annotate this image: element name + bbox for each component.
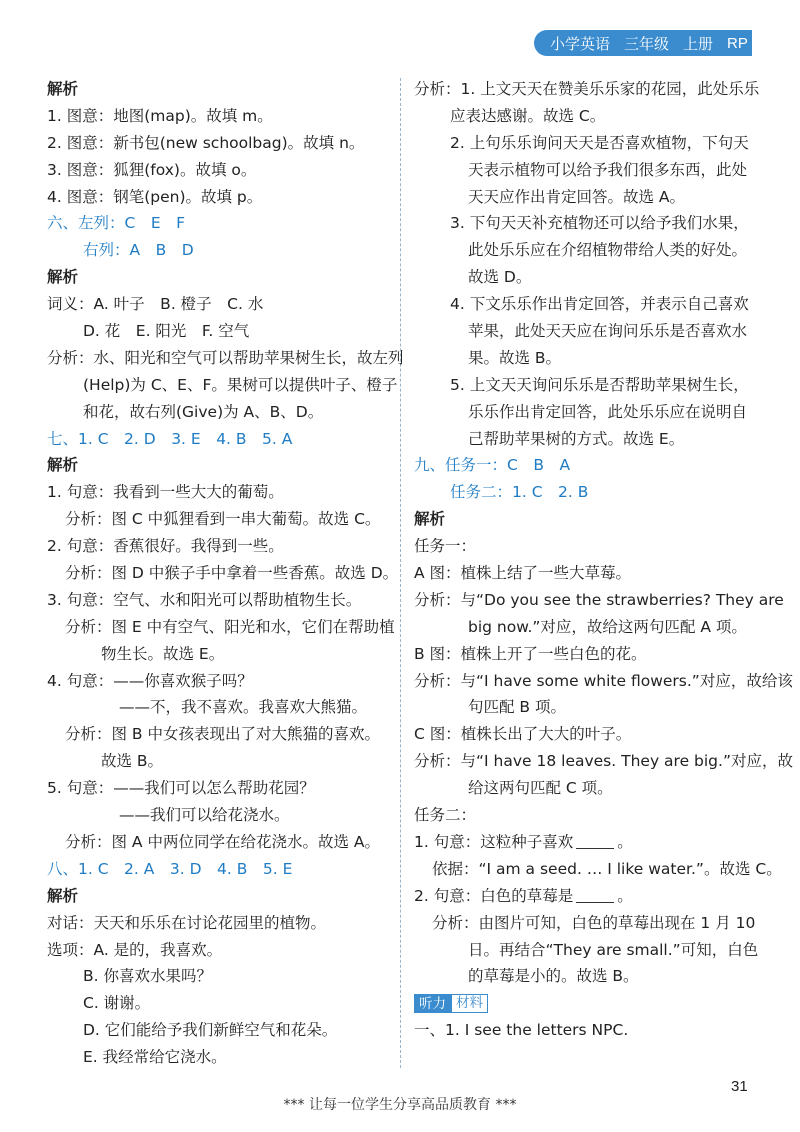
header-edition: RP [727,34,748,52]
answer-line: 六、左列：C E F [47,214,186,233]
text-line: 2. 上句乐乐询问天天是否喜欢植物，下句天 [450,133,749,152]
question-text: 1. 句意：这粒种子喜欢 [414,832,574,851]
text-line: 给这两句匹配 C 项。 [468,779,613,798]
text-line: 3. 句意：空气、水和阳光可以帮助植物生长。 [47,590,362,609]
text-line: 1. 句意：我看到一些大大的葡萄。 [47,483,284,502]
header-subject: 小学英语 [550,34,611,53]
text-line: 果。故选 B。 [468,348,562,367]
question-text: 2. 句意：白色的草莓是 [414,886,574,905]
text-line: 分析：图 D 中猴子手中拿着一些香蕉。故选 D。 [65,564,399,583]
left-column [47,76,404,1071]
text-line: 分析：1. 上文天天在赞美乐乐家的花园，此处乐乐 [414,80,760,98]
text-line: 词义：A. 叶子 B. 橙子 C. 水 [47,295,264,314]
header-volume: 上册 [683,34,714,53]
text-line: 1. 图意：地图(map)。故填 m。 [47,106,273,125]
text-line: 任务二： [414,806,477,825]
text-line: C 图：植株长出了大大的叶子。 [414,725,632,744]
question-end: 。 [617,832,633,851]
text-line: D. 它们能给予我们新鲜空气和花朵。 [83,1021,338,1040]
text-line: 对话：天天和乐乐在讨论花园里的植物。 [47,913,327,932]
section-heading: 解析 [47,456,79,475]
text-line: 3. 图意：狐狸(fox)。故填 o。 [47,160,257,179]
text-line: 5. 上文天天询问乐乐是否帮助苹果树生长， [450,375,749,394]
text-line: 4. 句意：——你喜欢猴子吗？ [47,671,253,690]
text-line: 2. 句意：香蕉很好。我得到一些。 [47,537,284,556]
tag-listening: 听力 [414,994,451,1013]
text-line: B 图：植株上开了一些白色的花。 [414,644,647,663]
text-line: 依据：“I am a seed. … I like water.”。故选 C。 [432,859,782,878]
text-line: C. 谢谢。 [83,994,151,1013]
text-line: 一、1. I see the letters NPC. [414,1021,629,1040]
text-line: 和花，故右列(Give)为 A、B、D。 [83,402,324,421]
text-line: 物生长。故选 E。 [101,644,225,663]
header-grade: 三年级 [624,34,670,53]
text-line: 4. 图意：钢笔(pen)。故填 p。 [47,187,263,206]
text-line: 分析：图 E 中有空气、阳光和水，它们在帮助植 [65,617,395,636]
text-line: 选项：A. 是的，我喜欢。 [47,940,223,959]
text-line: 的草莓是小的。故选 B。 [468,967,639,986]
text-line: 分析：图 B 中女孩表现出了对大熊猫的喜欢。 [65,725,380,744]
answer-line: 任务二：1. C 2. B [450,483,589,502]
text-line [414,883,759,910]
text-line: E. 我经常给它浇水。 [83,1048,227,1067]
column-divider [400,78,401,1068]
answer-line: 右列：A B D [83,241,194,260]
text-line: (Help)为 C、E、F。果树可以提供叶子、橙子 [83,375,398,394]
section-heading: 解析 [47,268,79,287]
text-line: 3. 下句天天补充植物还可以给予我们水果， [450,214,749,233]
answer-line: 八、1. C 2. A 3. D 4. B 5. E [47,859,293,878]
text-line: 分析：水、阳光和空气可以帮助苹果树生长，故左列 [47,348,404,367]
text-line: 分析：由图片可知，白色的草莓出现在 1 月 10 [432,913,756,932]
text-line: 乐乐作出肯定回答，此处乐乐应在说明自 [468,402,748,421]
answer-blank [576,886,614,903]
answer-line: 九、任务一：C B A [414,456,571,475]
text-line: D. 花 E. 阳光 F. 空气 [83,322,250,341]
text-line [414,829,759,856]
listening-material-tag [414,994,488,1013]
header-tab [534,30,752,56]
section-heading: 解析 [414,510,446,529]
text-line: 5. 句意：——我们可以怎么帮助花园？ [47,779,315,798]
text-line: 任务一： [414,537,477,556]
text-line: 句匹配 B 项。 [468,698,566,717]
text-line: 分析：与“I have some white flowers.”对应，故给该 [414,671,793,690]
text-line: 分析：图 A 中两位同学在给花浇水。故选 A。 [65,832,380,851]
text-line: A 图：植株上结了一些大草莓。 [414,564,632,583]
text-line: 天表示植物可以给予我们很多东西，此处 [468,160,748,179]
section-heading: 解析 [47,886,79,905]
text-line: B. 你喜欢水果吗？ [83,967,212,986]
text-line: 日。再结合“They are small.”可知，白色 [468,940,759,959]
answer-line: 七、1. C 2. D 3. E 4. B 5. A [47,429,293,448]
page-number: 31 [731,1078,748,1095]
right-column [414,76,793,1044]
question-end: 。 [617,886,633,905]
tag-material: 材料 [451,994,488,1013]
text-line: 故选 D。 [468,268,532,287]
text-line: ——我们可以给花浇水。 [119,806,290,825]
text-line: 4. 下文乐乐作出肯定回答，并表示自己喜欢 [450,295,749,314]
answer-blank [576,832,614,849]
text-line: 分析：图 C 中狐狸看到一串大葡萄。故选 C。 [65,510,381,529]
text-line: 2. 图意：新书包(new schoolbag)。故填 n。 [47,133,365,152]
section-heading: 解析 [47,80,79,98]
footer-slogan: *** 让每一位学生分享高品质教育 *** [283,1097,517,1113]
text-line: 分析：与“Do you see the strawberries? They are [414,590,784,609]
text-line: 己帮助苹果树的方式。故选 E。 [468,429,685,448]
text-line: 天天应作出肯定回答。故选 A。 [468,187,686,206]
text-line: 应表达感谢。故选 C。 [450,106,606,125]
text-line: 此处乐乐应在介绍植物带给人类的好处。 [468,241,748,260]
text-line: 苹果，此处天天应在询问乐乐是否喜欢水 [468,322,748,341]
text-line: big now.”对应，故给这两句匹配 A 项。 [468,617,747,636]
text-line: ——不，我不喜欢。我喜欢大熊猫。 [119,698,368,717]
text-line: 故选 B。 [101,752,164,771]
text-line: 分析：与“I have 18 leaves. They are big.”对应，故 [414,752,793,771]
section-tag-line [414,990,759,1017]
